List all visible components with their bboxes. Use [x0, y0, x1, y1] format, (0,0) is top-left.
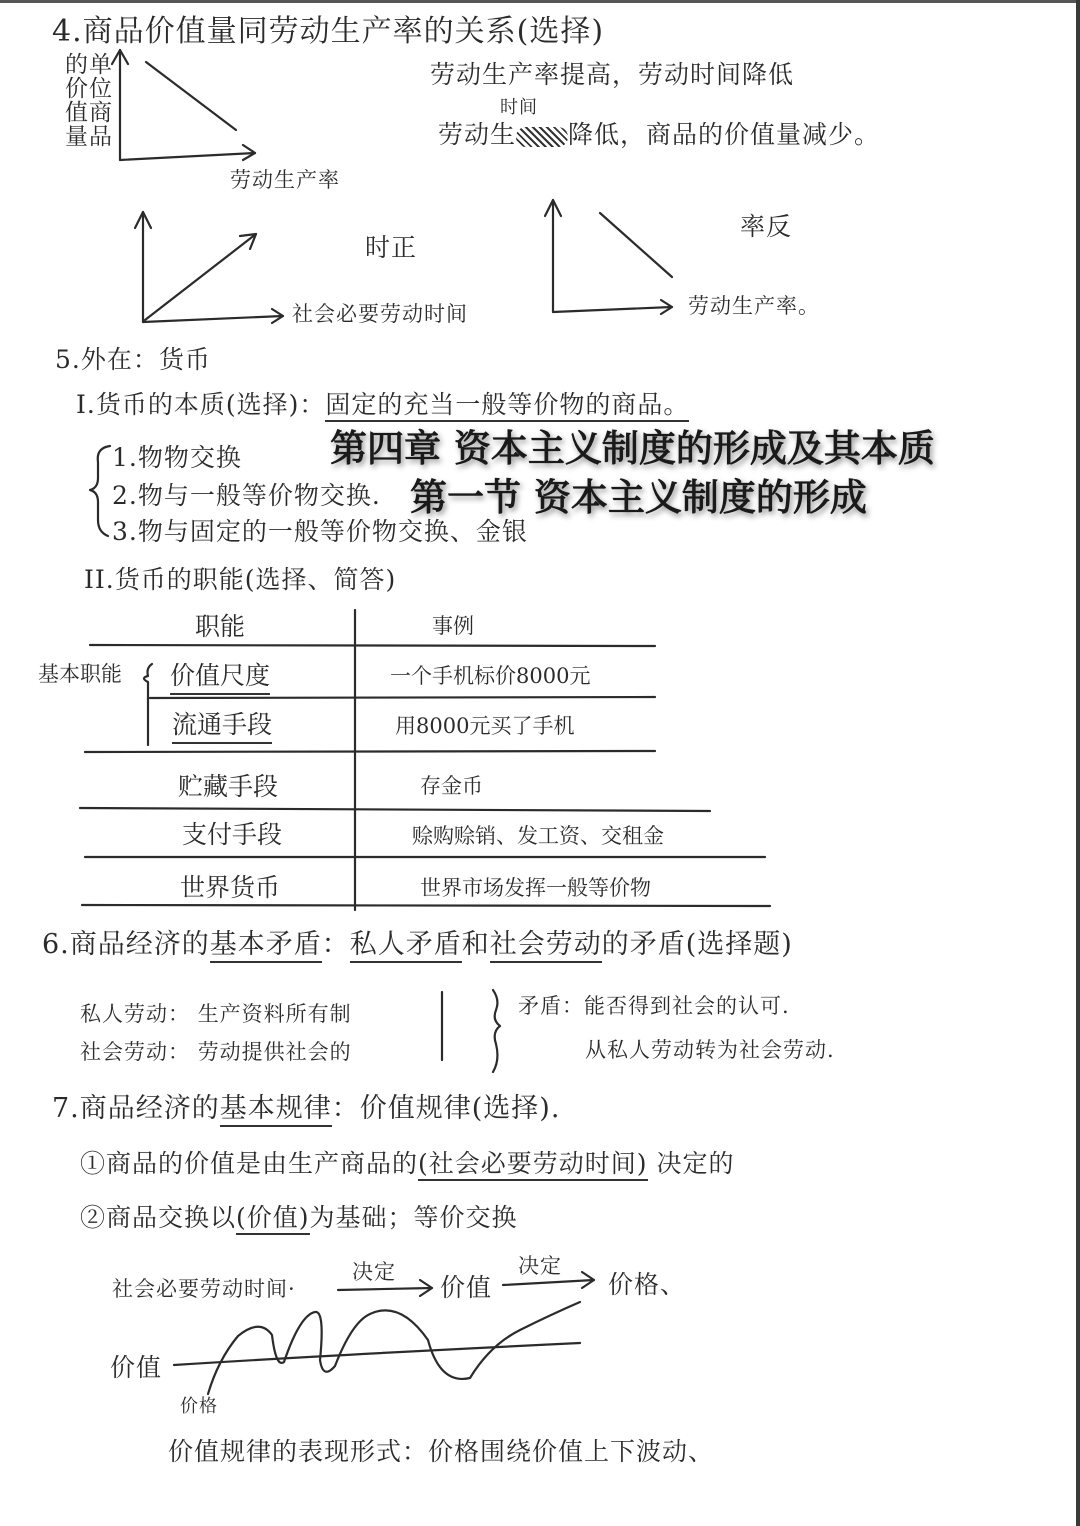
point2-suffix: 为基础；等价交换: [309, 1203, 518, 1232]
social-labor-label: 社会劳动：: [80, 1040, 190, 1064]
table-row-example: 存金币: [420, 774, 483, 798]
section4-heading: 4.商品价值量同劳动生产率的关系(选择): [52, 14, 605, 49]
line2-prefix: 劳动生: [438, 120, 517, 149]
wave-value-label: 价值: [110, 1353, 163, 1382]
flow-start: 社会必要劳动时间·: [112, 1277, 296, 1301]
heading-suffix: 的矛盾(选择题): [601, 929, 793, 960]
correction-annotation: 时间: [500, 97, 538, 118]
money-stage-3: 3.物与固定的一般等价物交换、金银: [112, 517, 528, 546]
table-row-function: 流通手段: [172, 705, 272, 744]
graph1-y-label: 单位商品的价值量: [61, 52, 111, 148]
heading-a: 私人矛盾: [350, 929, 462, 963]
chapter-title: 第四章 资本主义制度的形成及其本质: [330, 427, 935, 470]
scribble-out: [516, 127, 568, 147]
table-row-example: 赊购赊销、发工资、交租金: [412, 824, 664, 848]
graph3-x-label: 劳动生产率。: [688, 294, 820, 318]
section-title: 第一节 资本主义制度的形成: [410, 476, 867, 519]
graph3-axes: [545, 200, 672, 314]
money-table-rules: [80, 610, 770, 910]
money-functions-heading: II.货币的职能(选择、简答): [84, 565, 397, 594]
graph3-relation: 率反: [740, 212, 793, 241]
point1-prefix: ①商品的价值是由生产商品的: [80, 1149, 419, 1178]
heading-key: 基本规律: [220, 1093, 332, 1127]
heading-prefix: 6.商品经济的: [42, 929, 210, 960]
point1-key: (社会必要劳动时间): [418, 1149, 648, 1181]
productivity-note-line1: 劳动生产率提高，劳动时间降低: [430, 60, 795, 89]
flow-middle: 价值: [440, 1273, 493, 1302]
law-point-2: [80, 1198, 518, 1234]
wave-price-label: 价格: [180, 1396, 218, 1417]
contradiction: [518, 990, 790, 1020]
social-labor-value: 劳动提供社会的: [197, 1040, 352, 1064]
point2-key: (价值): [236, 1203, 310, 1235]
money-essence-label: I.货币的本质(选择)：: [76, 390, 326, 419]
point2-prefix: ②商品交换以: [80, 1203, 237, 1232]
heading-key: 基本矛盾: [210, 929, 322, 963]
scan-right-edge: [1076, 0, 1080, 1526]
productivity-note-line2: [438, 115, 880, 151]
section7-heading: [52, 1086, 560, 1125]
basic-functions-group-label: 基本职能: [38, 662, 122, 686]
point1-suffix: 决定的: [656, 1149, 735, 1178]
graph2-axes: [135, 212, 283, 323]
section5-heading: 5.外在：货币: [55, 345, 211, 374]
flow-arrow2-label: 决定: [518, 1254, 562, 1278]
contradiction-line1: 能否得到社会的认可.: [584, 994, 790, 1018]
contradiction-label: 矛盾：: [518, 994, 584, 1018]
private-labor-value: 生产资料所有制: [197, 1002, 352, 1026]
graph2-x-label: 社会必要劳动时间: [292, 302, 468, 326]
table-row-example: 一个手机标价8000元: [390, 664, 591, 688]
table-row-example: 世界市场发挥一般等价物: [420, 876, 651, 900]
flow-end: 价格、: [608, 1270, 687, 1299]
heading-b: 社会劳动: [490, 929, 602, 963]
law-point-1: [80, 1144, 735, 1180]
table-row-function: 贮藏手段: [178, 772, 279, 801]
table-header-function: 职能: [195, 612, 246, 641]
line2-rest: 降低，商品的价值量减少。: [568, 120, 881, 149]
value-price-wave: [174, 1302, 580, 1394]
heading-prefix: 7.商品经济的: [52, 1093, 220, 1124]
table-row-function: 价值尺度: [170, 656, 270, 695]
law-conclusion: 价值规律的表现形式：价格围绕价值上下波动、: [168, 1437, 715, 1466]
flow-arrow1-label: 决定: [352, 1260, 396, 1284]
private-labor: [80, 998, 352, 1028]
heading-mid: 和: [461, 929, 490, 960]
graph1-x-label: 劳动生产率: [230, 168, 340, 192]
money-stage-1: 1.物物交换: [112, 443, 242, 472]
money-essence-value: 固定的充当一般等价物的商品。: [325, 390, 689, 422]
table-row-function: 支付手段: [182, 820, 283, 849]
money-essence: [76, 385, 689, 421]
graph2-relation: 时正: [365, 233, 418, 262]
heading-sep: ：: [321, 929, 350, 960]
scan-top-edge: [0, 0, 1080, 3]
social-labor: [80, 1036, 352, 1066]
contradiction-line2: 从私人劳动转为社会劳动.: [585, 1038, 835, 1062]
graph1-axes: [112, 50, 255, 160]
table-row-example: 用8000元买了手机: [395, 714, 575, 738]
table-header-example: 事例: [432, 614, 474, 638]
private-labor-label: 私人劳动：: [80, 1002, 190, 1026]
money-stage-2: 2.物与一般等价物交换.: [112, 481, 381, 510]
table-row-function: 世界货币: [180, 873, 281, 902]
heading-suffix: ：价值规律(选择).: [331, 1093, 561, 1124]
section6-heading: [42, 922, 793, 961]
